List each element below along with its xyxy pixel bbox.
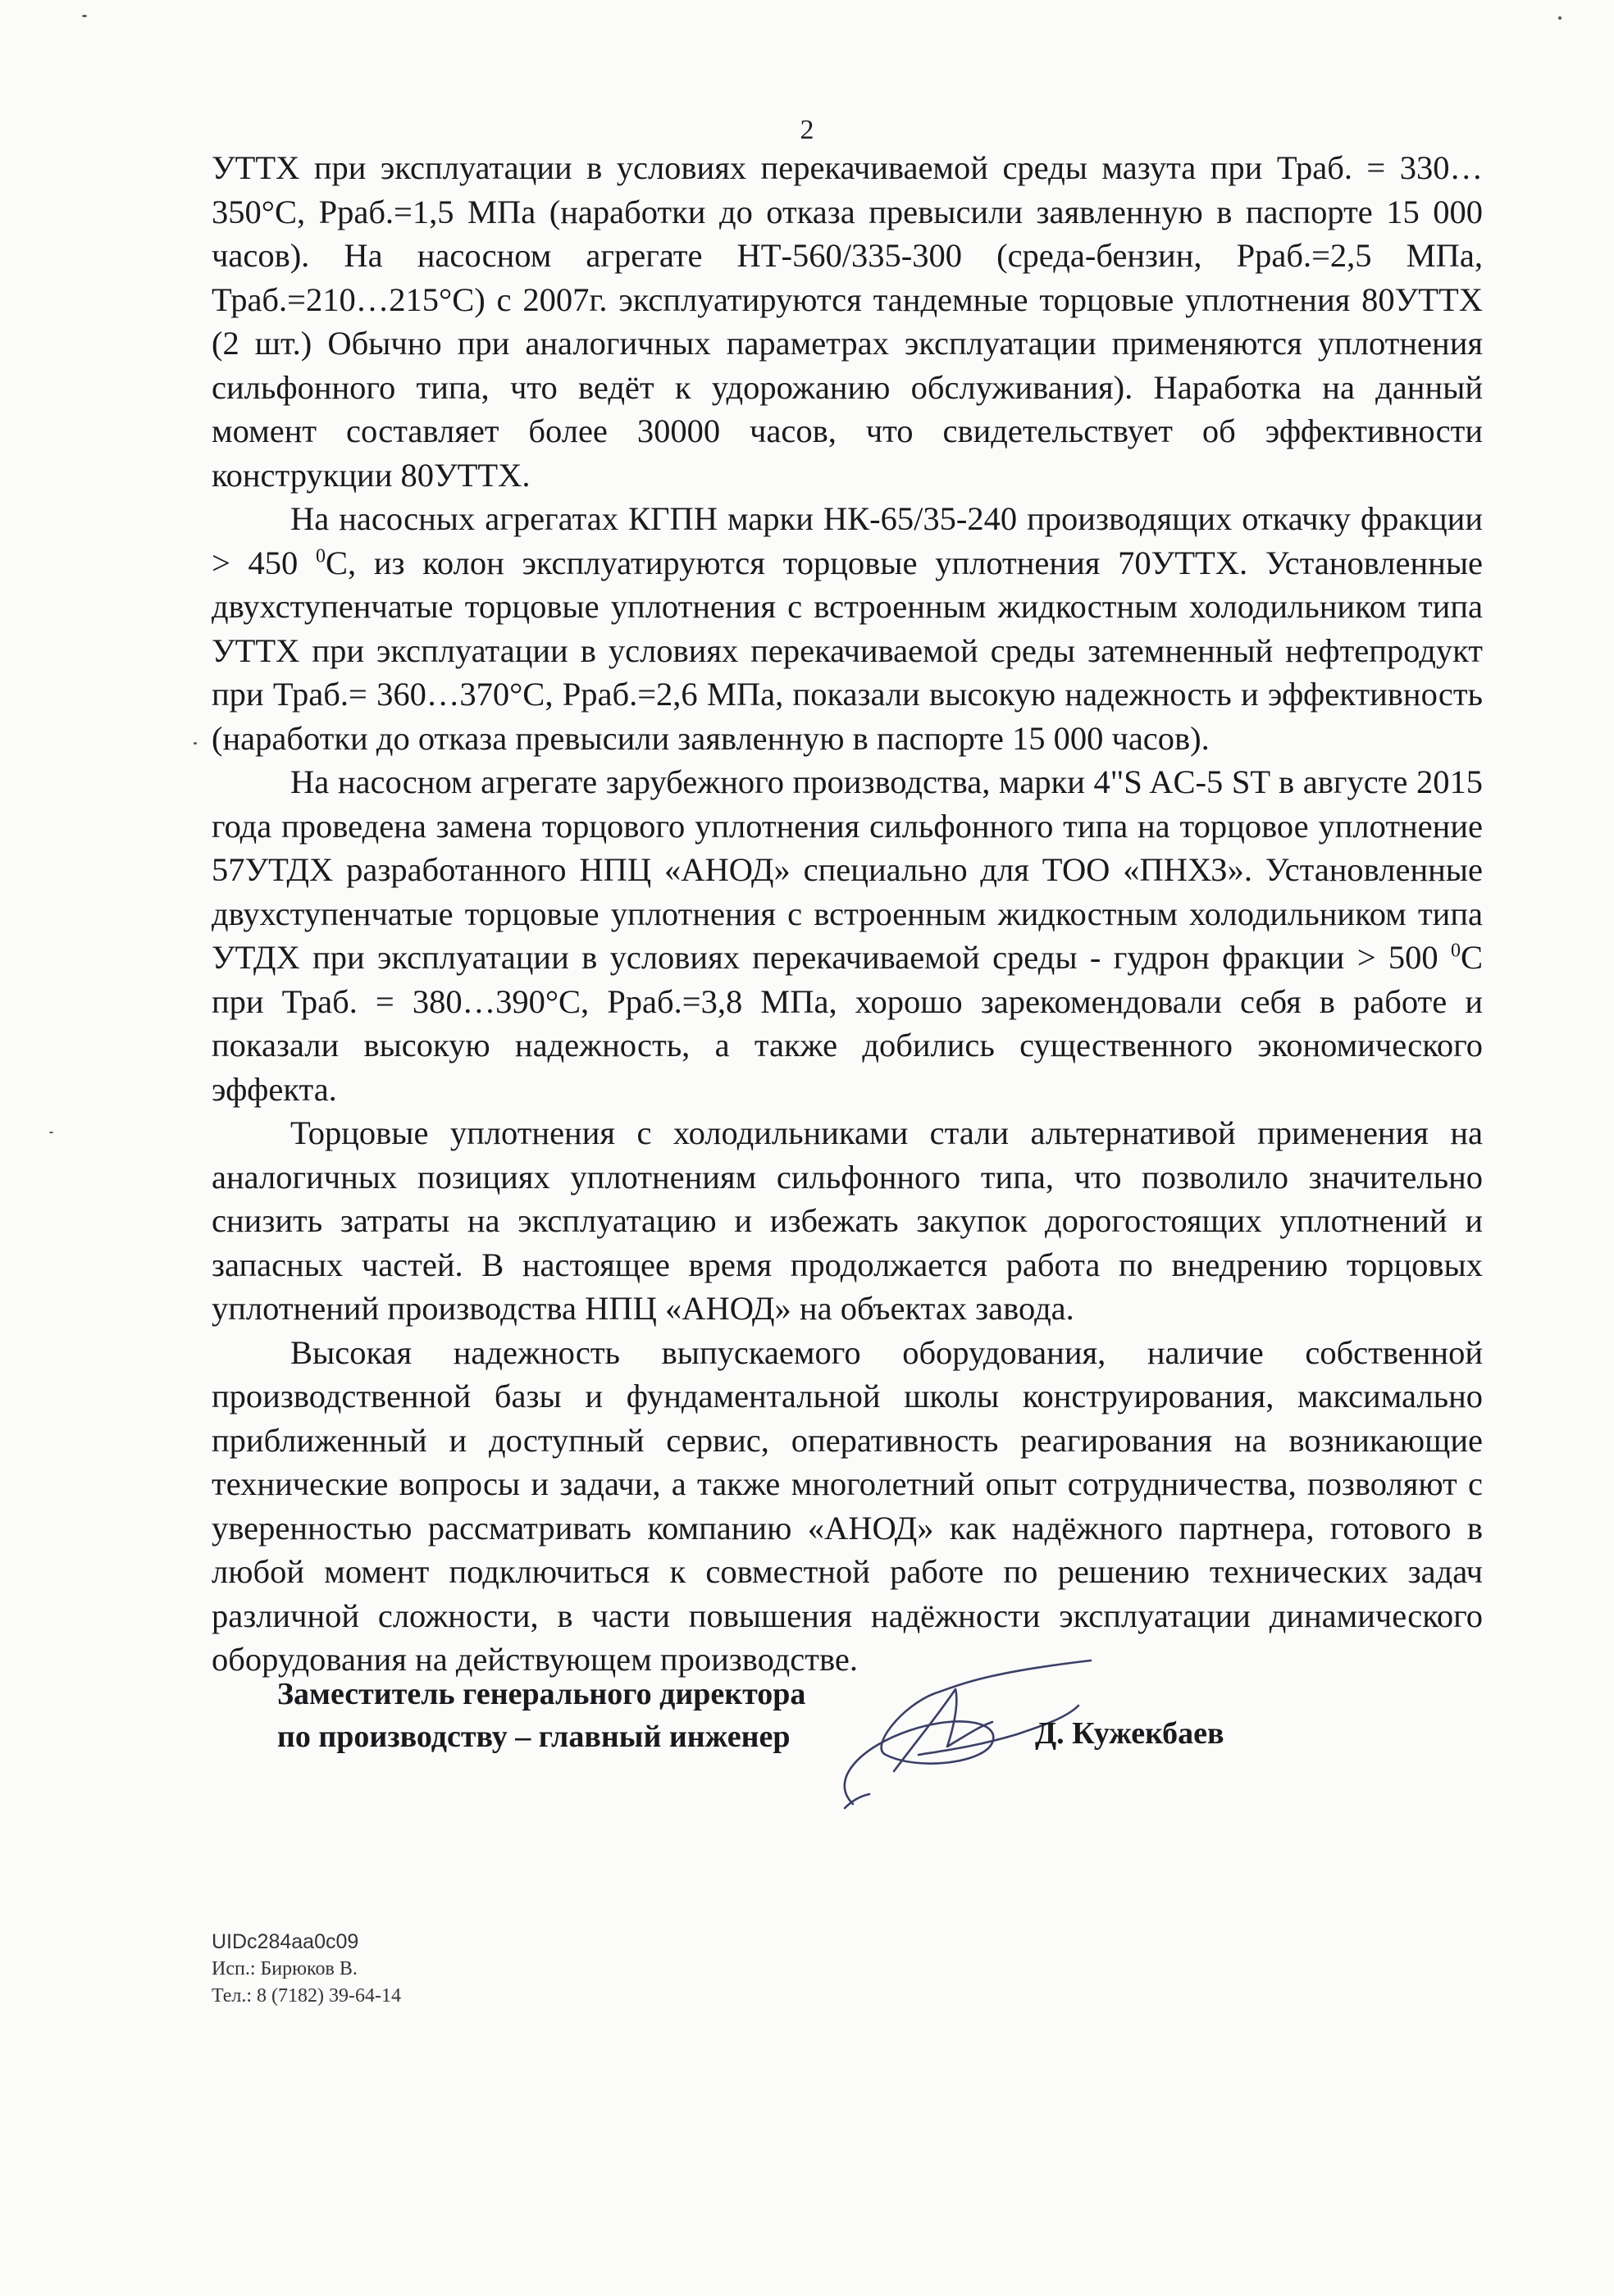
paragraph-1: УТТХ при эксплуатации в условиях перекачиваемой среды мазута при Траб. = 330…350°С, Рраб.=1,5 МПа (наработки до отказа превысили заявленную в паспорте 15 000 часов). На насосном агрегате НТ-560/335-300 (среда-бензин, Рраб.=2,5 МПа, Траб.=210…215°С) с 2007г. эксплуатируются тандемные торцовые уплотнения 80УТТХ (2 шт.) Обычно при аналогичных параметрах эксплуатации применяются уплотнения сильфонного типа, что ведёт к удорожанию обслуживания). Наработка на данный момент составляет более 30000 часов, что свидетельствует об эффективности конструкции 80УТТХ. bbox=[212, 149, 1483, 494]
paragraph-4: Торцовые уплотнения с холодильниками стали альтернативой применения на аналогичных позициях уплотнениям сильфонного типа, что позволило значительно снизить затраты на эксплуатацию и избежать закупок дорогостоящих уплотнений и запасных частей. В настоящее время продолжается работа по внедрению торцовых уплотнений производства НПЦ «АНОД» на объектах завода. bbox=[212, 1114, 1483, 1327]
paragraph-3-text-a: На насосном агрегате зарубежного производства, марки 4"S AC-5 ST в августе 2015 года проведена замена торцового уплотнения сильфонного типа на торцовое уплотнение 57УТДХ разработанного НПЦ «АНОД» специально для ТОО «ПНХЗ». Установленные двухступенчатые торцовые уплотнения с встроенным жидкостным холодильником типа УТДХ при эксплуатации в условиях перекачиваемой среды - гудрон фракции > 500 bbox=[212, 763, 1483, 976]
degree-superscript: 0 bbox=[316, 545, 326, 567]
executor: Исп.: Бирюков В. bbox=[212, 1958, 358, 1979]
phone: Тел.: 8 (7182) 39-64-14 bbox=[212, 1985, 402, 2007]
paragraph-3 bbox=[212, 760, 1483, 1111]
paragraph-2-text-b: С, из колон эксплуатируются торцовые уплотнения 70УТТХ. Установленные двухступенчатые торцовые уплотнения с встроенным жидкостным холодильником типа УТТХ при эксплуатации в условиях перекачиваемой среды затемненный нефтепродукт при Траб.= 360…370°С, Рраб.=2,6 МПа, показали высокую надежность и эффективность (наработки до отказа превысили заявленную в паспорте 15 000 часов). bbox=[212, 544, 1484, 757]
paragraph-2-text-a: На насосных агрегатах КГПН марки НК-65/35-240 производящих откачку фракции > 450 bbox=[212, 500, 1483, 581]
scan-speck bbox=[82, 15, 87, 17]
letter-body bbox=[212, 146, 1483, 1682]
signer-title-line-2: по производству – главный инженер bbox=[277, 1720, 791, 1754]
paragraph-5: Высокая надежность выпускаемого оборудования, наличие собственной производственной базы и фундаментальной школы конструирования, максимально приближенный и доступный сервис, оперативность реагирования на возникающие технические вопросы и задачи, а также многолетний опыт сотрудничества, позволяют с уверенностью рассматривать компанию «АНОД» как надёжного партнера, готового в любой момент подключиться к совместной работе по решению технических задач различной сложности, в части повышения надёжности эксплуатации динамического оборудования на действующем производстве. bbox=[212, 1333, 1483, 1678]
paragraph-3-text-b: С при Траб. = 380…390°С, Рраб.=3,8 МПа, хорошо зарекомендовали себя в работе и показали высокую надежность, а также добились существенного экономического эффекта. bbox=[212, 939, 1483, 1108]
document-uid: UIDc284aa0c09 bbox=[212, 1930, 359, 1953]
scan-speck bbox=[49, 1132, 53, 1133]
footer bbox=[212, 1929, 401, 2010]
degree-superscript: 0 bbox=[1450, 940, 1461, 962]
paragraph-2 bbox=[212, 497, 1483, 760]
scan-speck bbox=[194, 742, 197, 745]
scan-speck bbox=[1558, 16, 1562, 20]
page-number: 2 bbox=[800, 115, 814, 145]
signer-name: Д. Кужекбаев bbox=[1035, 1716, 1224, 1751]
signer-title-line-1: Заместитель генерального директора bbox=[277, 1677, 806, 1711]
